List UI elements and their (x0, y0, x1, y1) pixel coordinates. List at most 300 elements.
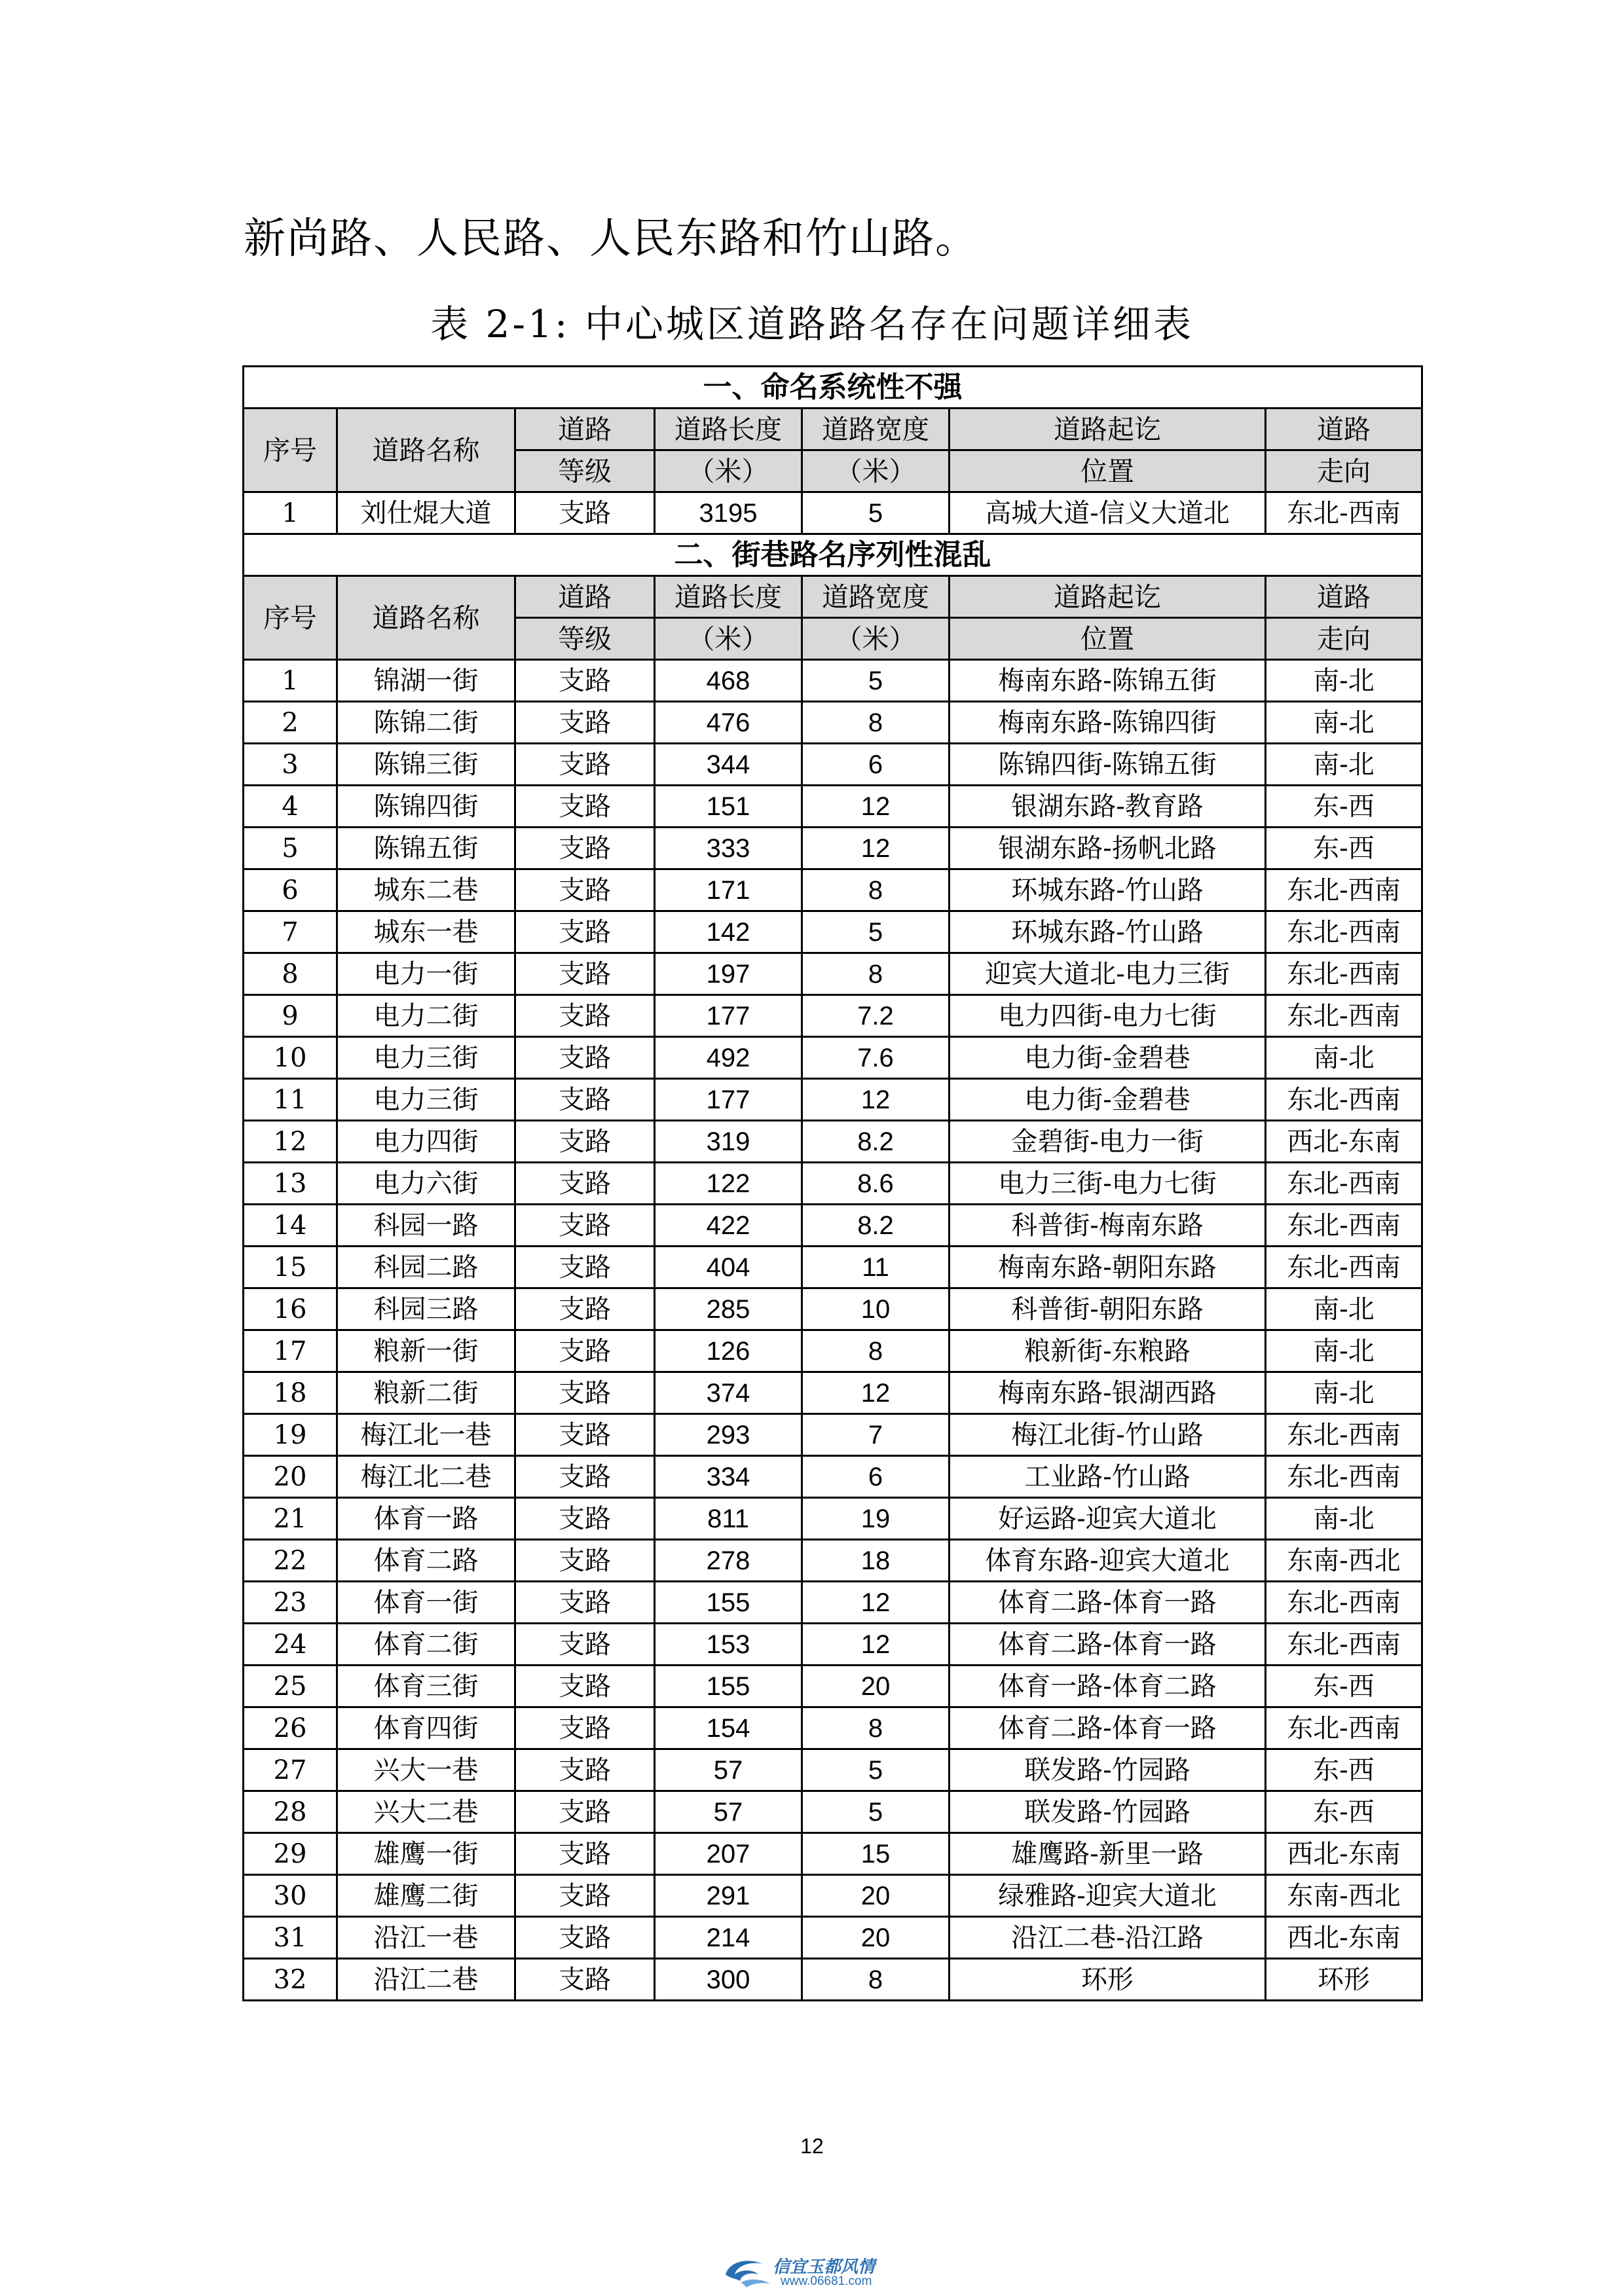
cell-length: 374 (655, 1372, 802, 1414)
cell-direction: 东北-西南 (1266, 869, 1422, 911)
cell-length: 142 (655, 911, 802, 953)
table-row (244, 953, 1422, 995)
table-row (244, 869, 1422, 911)
cell-range: 体育一路-体育二路 (950, 1666, 1266, 1707)
cell-width: 6 (802, 1456, 950, 1498)
cell-road-name: 电力二街 (337, 995, 515, 1037)
cell-range: 科普街-梅南东路 (950, 1205, 1266, 1247)
cell-seq: 20 (244, 1456, 337, 1498)
cell-grade: 支路 (515, 1037, 655, 1079)
table-row (244, 1833, 1422, 1875)
header-width: 道路宽度 (802, 576, 950, 618)
page-number: 12 (800, 2134, 824, 2158)
table-row (244, 1456, 1422, 1498)
cell-grade: 支路 (515, 1875, 655, 1917)
table-row (244, 492, 1422, 534)
watermark-url: www.06681.com (781, 2274, 872, 2288)
table-row (244, 1205, 1422, 1247)
cell-road-name: 体育一路 (337, 1498, 515, 1540)
cell-road-name: 兴大二巷 (337, 1791, 515, 1833)
header-length: 道路长度 (655, 409, 802, 450)
cell-range: 粮新街-东粮路 (950, 1330, 1266, 1372)
cell-width: 12 (802, 828, 950, 869)
cell-direction: 西北-东南 (1266, 1121, 1422, 1163)
cell-road-name: 兴大一巷 (337, 1749, 515, 1791)
cell-width: 11 (802, 1247, 950, 1288)
cell-seq: 25 (244, 1666, 337, 1707)
cell-road-name: 雄鹰一街 (337, 1833, 515, 1875)
cell-range: 联发路-竹园路 (950, 1749, 1266, 1791)
cell-direction: 南-北 (1266, 1372, 1422, 1414)
cell-width: 7 (802, 1414, 950, 1456)
cell-direction: 南-北 (1266, 1498, 1422, 1540)
cell-seq: 1 (244, 660, 337, 702)
cell-seq: 5 (244, 828, 337, 869)
cell-width: 8 (802, 869, 950, 911)
cell-length: 319 (655, 1121, 802, 1163)
cell-length: 153 (655, 1624, 802, 1666)
table-row (244, 1037, 1422, 1079)
cell-road-name: 电力一街 (337, 953, 515, 995)
cell-road-name: 电力三街 (337, 1079, 515, 1121)
cell-direction: 南-北 (1266, 1288, 1422, 1330)
cell-seq: 2 (244, 702, 337, 744)
cell-length: 404 (655, 1247, 802, 1288)
table-row (244, 1163, 1422, 1205)
table-row (244, 1372, 1422, 1414)
cell-range: 金碧街-电力一街 (950, 1121, 1266, 1163)
cell-length: 177 (655, 1079, 802, 1121)
cell-length: 300 (655, 1959, 802, 2001)
cell-seq: 15 (244, 1247, 337, 1288)
cell-seq: 12 (244, 1121, 337, 1163)
table-row (244, 1917, 1422, 1959)
cell-grade: 支路 (515, 828, 655, 869)
cell-road-name: 电力六街 (337, 1163, 515, 1205)
cell-length: 3195 (655, 492, 802, 534)
cell-width: 20 (802, 1666, 950, 1707)
road-name-issues-table (242, 365, 1423, 2001)
cell-road-name: 锦湖一街 (337, 660, 515, 702)
header-length-unit: （米） (655, 618, 802, 660)
cell-range: 梅江北街-竹山路 (950, 1414, 1266, 1456)
cell-direction: 南-北 (1266, 1037, 1422, 1079)
cell-grade: 支路 (515, 1456, 655, 1498)
cell-width: 18 (802, 1540, 950, 1582)
cell-range: 银湖东路-教育路 (950, 786, 1266, 828)
cell-seq: 10 (244, 1037, 337, 1079)
cell-width: 5 (802, 492, 950, 534)
cell-grade: 支路 (515, 1330, 655, 1372)
cell-road-name: 科园三路 (337, 1288, 515, 1330)
section-title-row (244, 534, 1422, 576)
header-range-2: 位置 (950, 618, 1266, 660)
cell-width: 8 (802, 1330, 950, 1372)
table-row (244, 1582, 1422, 1624)
cell-length: 207 (655, 1833, 802, 1875)
cell-length: 155 (655, 1666, 802, 1707)
cell-width: 12 (802, 1372, 950, 1414)
header-range-2: 位置 (950, 450, 1266, 492)
table-row (244, 744, 1422, 786)
cell-road-name: 科园二路 (337, 1247, 515, 1288)
cell-range: 电力街-金碧巷 (950, 1037, 1266, 1079)
cell-grade: 支路 (515, 1833, 655, 1875)
cell-direction: 东北-西南 (1266, 1456, 1422, 1498)
cell-road-name: 沿江二巷 (337, 1959, 515, 2001)
cell-seq: 19 (244, 1414, 337, 1456)
table-row (244, 1707, 1422, 1749)
cell-width: 5 (802, 660, 950, 702)
cell-direction: 东北-西南 (1266, 911, 1422, 953)
watermark-logo-icon (722, 2252, 774, 2291)
cell-range: 工业路-竹山路 (950, 1456, 1266, 1498)
table-row (244, 1498, 1422, 1540)
cell-road-name: 刘仕焜大道 (337, 492, 515, 534)
cell-length: 151 (655, 786, 802, 828)
cell-length: 122 (655, 1163, 802, 1205)
cell-length: 126 (655, 1330, 802, 1372)
cell-width: 6 (802, 744, 950, 786)
cell-width: 8 (802, 702, 950, 744)
cell-seq: 17 (244, 1330, 337, 1372)
cell-direction: 东北-西南 (1266, 1247, 1422, 1288)
section-2-title: 二、街巷路名序列性混乱 (244, 534, 1422, 576)
cell-seq: 24 (244, 1624, 337, 1666)
cell-seq: 23 (244, 1582, 337, 1624)
cell-seq: 6 (244, 869, 337, 911)
cell-range: 梅南东路-陈锦五街 (950, 660, 1266, 702)
table-caption: 表 2-1: 中心城区道路路名存在问题详细表 (430, 302, 1194, 346)
cell-length: 278 (655, 1540, 802, 1582)
cell-seq: 28 (244, 1791, 337, 1833)
cell-range: 电力街-金碧巷 (950, 1079, 1266, 1121)
cell-grade: 支路 (515, 869, 655, 911)
cell-direction: 东-西 (1266, 828, 1422, 869)
cell-direction: 东北-西南 (1266, 492, 1422, 534)
cell-length: 214 (655, 1917, 802, 1959)
cell-road-name: 城东一巷 (337, 911, 515, 953)
intro-paragraph: 新尚路、人民路、人民东路和竹山路。 (244, 215, 978, 263)
cell-length: 291 (655, 1875, 802, 1917)
cell-width: 5 (802, 1791, 950, 1833)
header-row (244, 576, 1422, 618)
cell-grade: 支路 (515, 911, 655, 953)
cell-seq: 9 (244, 995, 337, 1037)
cell-direction: 东北-西南 (1266, 1163, 1422, 1205)
cell-width: 8.2 (802, 1121, 950, 1163)
cell-length: 333 (655, 828, 802, 869)
header-name: 道路名称 (337, 409, 515, 492)
cell-grade: 支路 (515, 744, 655, 786)
cell-road-name: 雄鹰二街 (337, 1875, 515, 1917)
table-row (244, 702, 1422, 744)
table-row (244, 1247, 1422, 1288)
cell-range: 电力三街-电力七街 (950, 1163, 1266, 1205)
cell-length: 154 (655, 1707, 802, 1749)
cell-road-name: 粮新一街 (337, 1330, 515, 1372)
cell-seq: 29 (244, 1833, 337, 1875)
cell-grade: 支路 (515, 1372, 655, 1414)
cell-seq: 32 (244, 1959, 337, 2001)
cell-range: 迎宾大道北-电力三街 (950, 953, 1266, 995)
cell-grade: 支路 (515, 1540, 655, 1582)
cell-grade: 支路 (515, 995, 655, 1037)
cell-seq: 27 (244, 1749, 337, 1791)
cell-width: 19 (802, 1498, 950, 1540)
cell-grade: 支路 (515, 702, 655, 744)
table-row (244, 660, 1422, 702)
cell-range: 体育二路-体育一路 (950, 1624, 1266, 1666)
table-row (244, 1791, 1422, 1833)
header-grade: 道路 (515, 409, 655, 450)
header-length-unit: （米） (655, 450, 802, 492)
cell-grade: 支路 (515, 953, 655, 995)
cell-width: 12 (802, 786, 950, 828)
header-grade: 道路 (515, 576, 655, 618)
cell-direction: 环形 (1266, 1959, 1422, 2001)
cell-grade: 支路 (515, 1917, 655, 1959)
cell-width: 20 (802, 1917, 950, 1959)
cell-range: 陈锦四街-陈锦五街 (950, 744, 1266, 786)
cell-direction: 东-西 (1266, 1749, 1422, 1791)
cell-direction: 东-西 (1266, 1666, 1422, 1707)
cell-road-name: 城东二巷 (337, 869, 515, 911)
cell-grade: 支路 (515, 786, 655, 828)
cell-road-name: 梅江北一巷 (337, 1414, 515, 1456)
cell-range: 高城大道-信义大道北 (950, 492, 1266, 534)
cell-direction: 南-北 (1266, 1330, 1422, 1372)
cell-range: 体育东路-迎宾大道北 (950, 1540, 1266, 1582)
cell-range: 梅南东路-银湖西路 (950, 1372, 1266, 1414)
cell-road-name: 体育二路 (337, 1540, 515, 1582)
cell-length: 293 (655, 1414, 802, 1456)
cell-direction: 东北-西南 (1266, 953, 1422, 995)
cell-grade: 支路 (515, 1666, 655, 1707)
cell-seq: 21 (244, 1498, 337, 1540)
cell-range: 电力四街-电力七街 (950, 995, 1266, 1037)
cell-length: 285 (655, 1288, 802, 1330)
table-row (244, 1540, 1422, 1582)
cell-width: 8 (802, 1959, 950, 2001)
section-title-row (244, 367, 1422, 409)
cell-width: 15 (802, 1833, 950, 1875)
cell-width: 5 (802, 911, 950, 953)
cell-seq: 8 (244, 953, 337, 995)
cell-road-name: 体育一街 (337, 1582, 515, 1624)
cell-road-name: 陈锦三街 (337, 744, 515, 786)
cell-direction: 东北-西南 (1266, 1582, 1422, 1624)
table-row (244, 1749, 1422, 1791)
cell-length: 476 (655, 702, 802, 744)
table-row (244, 911, 1422, 953)
cell-road-name: 电力三街 (337, 1037, 515, 1079)
cell-range: 梅南东路-陈锦四街 (950, 702, 1266, 744)
cell-length: 197 (655, 953, 802, 995)
cell-direction: 东-西 (1266, 1791, 1422, 1833)
cell-direction: 西北-东南 (1266, 1833, 1422, 1875)
cell-length: 57 (655, 1791, 802, 1833)
cell-width: 8.2 (802, 1205, 950, 1247)
cell-range: 联发路-竹园路 (950, 1791, 1266, 1833)
section-1-title: 一、命名系统性不强 (244, 367, 1422, 409)
table-row (244, 1875, 1422, 1917)
cell-grade: 支路 (515, 1247, 655, 1288)
cell-direction: 西北-东南 (1266, 1917, 1422, 1959)
cell-road-name: 梅江北二巷 (337, 1456, 515, 1498)
cell-direction: 东北-西南 (1266, 1624, 1422, 1666)
cell-grade: 支路 (515, 492, 655, 534)
header-seq: 序号 (244, 409, 337, 492)
cell-grade: 支路 (515, 1205, 655, 1247)
header-direction: 道路 (1266, 409, 1422, 450)
cell-seq: 30 (244, 1875, 337, 1917)
header-width-unit: （米） (802, 450, 950, 492)
header-direction-2: 走向 (1266, 618, 1422, 660)
cell-grade: 支路 (515, 1079, 655, 1121)
cell-range: 雄鹰路-新里一路 (950, 1833, 1266, 1875)
cell-seq: 31 (244, 1917, 337, 1959)
cell-length: 155 (655, 1582, 802, 1624)
site-watermark (722, 2252, 931, 2291)
header-direction-2: 走向 (1266, 450, 1422, 492)
cell-range: 沿江二巷-沿江路 (950, 1917, 1266, 1959)
cell-road-name: 体育二街 (337, 1624, 515, 1666)
cell-length: 811 (655, 1498, 802, 1540)
cell-road-name: 科园一路 (337, 1205, 515, 1247)
table-row (244, 1288, 1422, 1330)
table-row (244, 1079, 1422, 1121)
cell-seq: 1 (244, 492, 337, 534)
header-row (244, 409, 1422, 450)
cell-length: 177 (655, 995, 802, 1037)
cell-road-name: 粮新二街 (337, 1372, 515, 1414)
table-row (244, 786, 1422, 828)
cell-seq: 7 (244, 911, 337, 953)
cell-road-name: 陈锦四街 (337, 786, 515, 828)
table-row (244, 828, 1422, 869)
cell-grade: 支路 (515, 1749, 655, 1791)
header-range: 道路起讫 (950, 409, 1266, 450)
table-row (244, 995, 1422, 1037)
cell-range: 梅南东路-朝阳东路 (950, 1247, 1266, 1288)
cell-road-name: 陈锦二街 (337, 702, 515, 744)
cell-grade: 支路 (515, 1624, 655, 1666)
watermark-text: 信宜玉都风情 (773, 2257, 876, 2277)
cell-width: 7.6 (802, 1037, 950, 1079)
cell-direction: 东北-西南 (1266, 1414, 1422, 1456)
cell-grade: 支路 (515, 1959, 655, 2001)
cell-direction: 东南-西北 (1266, 1875, 1422, 1917)
cell-width: 10 (802, 1288, 950, 1330)
cell-width: 12 (802, 1624, 950, 1666)
cell-width: 20 (802, 1875, 950, 1917)
header-width-unit: （米） (802, 618, 950, 660)
cell-direction: 南-北 (1266, 702, 1422, 744)
cell-width: 5 (802, 1749, 950, 1791)
cell-direction: 南-北 (1266, 744, 1422, 786)
table-row (244, 1121, 1422, 1163)
cell-width: 8 (802, 1707, 950, 1749)
cell-length: 344 (655, 744, 802, 786)
cell-grade: 支路 (515, 660, 655, 702)
cell-range: 环城东路-竹山路 (950, 869, 1266, 911)
cell-length: 492 (655, 1037, 802, 1079)
table-row (244, 1959, 1422, 2001)
cell-direction: 东北-西南 (1266, 1079, 1422, 1121)
cell-seq: 3 (244, 744, 337, 786)
cell-seq: 4 (244, 786, 337, 828)
header-direction: 道路 (1266, 576, 1422, 618)
cell-road-name: 体育三街 (337, 1666, 515, 1707)
cell-seq: 13 (244, 1163, 337, 1205)
cell-direction: 东北-西南 (1266, 1707, 1422, 1749)
cell-width: 7.2 (802, 995, 950, 1037)
cell-length: 57 (655, 1749, 802, 1791)
cell-length: 171 (655, 869, 802, 911)
cell-grade: 支路 (515, 1121, 655, 1163)
cell-seq: 14 (244, 1205, 337, 1247)
cell-range: 科普街-朝阳东路 (950, 1288, 1266, 1330)
cell-length: 334 (655, 1456, 802, 1498)
cell-range: 绿雅路-迎宾大道北 (950, 1875, 1266, 1917)
cell-seq: 11 (244, 1079, 337, 1121)
cell-range: 银湖东路-扬帆北路 (950, 828, 1266, 869)
cell-width: 12 (802, 1582, 950, 1624)
cell-road-name: 电力四街 (337, 1121, 515, 1163)
header-seq: 序号 (244, 576, 337, 660)
cell-width: 8 (802, 953, 950, 995)
cell-width: 12 (802, 1079, 950, 1121)
cell-seq: 18 (244, 1372, 337, 1414)
cell-seq: 22 (244, 1540, 337, 1582)
cell-range: 环形 (950, 1959, 1266, 2001)
cell-range: 环城东路-竹山路 (950, 911, 1266, 953)
cell-grade: 支路 (515, 1582, 655, 1624)
cell-grade: 支路 (515, 1288, 655, 1330)
cell-width: 8.6 (802, 1163, 950, 1205)
cell-grade: 支路 (515, 1707, 655, 1749)
cell-grade: 支路 (515, 1791, 655, 1833)
cell-range: 体育二路-体育一路 (950, 1582, 1266, 1624)
cell-direction: 东北-西南 (1266, 1205, 1422, 1247)
header-range: 道路起讫 (950, 576, 1266, 618)
cell-seq: 26 (244, 1707, 337, 1749)
cell-grade: 支路 (515, 1163, 655, 1205)
header-grade-2: 等级 (515, 618, 655, 660)
table-row (244, 1666, 1422, 1707)
table-row (244, 1624, 1422, 1666)
cell-seq: 16 (244, 1288, 337, 1330)
header-grade-2: 等级 (515, 450, 655, 492)
cell-direction: 东北-西南 (1266, 995, 1422, 1037)
cell-direction: 东-西 (1266, 786, 1422, 828)
cell-grade: 支路 (515, 1498, 655, 1540)
cell-road-name: 沿江一巷 (337, 1917, 515, 1959)
header-length: 道路长度 (655, 576, 802, 618)
header-width: 道路宽度 (802, 409, 950, 450)
cell-range: 体育二路-体育一路 (950, 1707, 1266, 1749)
table-row (244, 1330, 1422, 1372)
cell-direction: 东南-西北 (1266, 1540, 1422, 1582)
cell-direction: 南-北 (1266, 660, 1422, 702)
table-row (244, 1414, 1422, 1456)
cell-length: 422 (655, 1205, 802, 1247)
cell-range: 好运路-迎宾大道北 (950, 1498, 1266, 1540)
header-name: 道路名称 (337, 576, 515, 660)
cell-grade: 支路 (515, 1414, 655, 1456)
cell-road-name: 陈锦五街 (337, 828, 515, 869)
